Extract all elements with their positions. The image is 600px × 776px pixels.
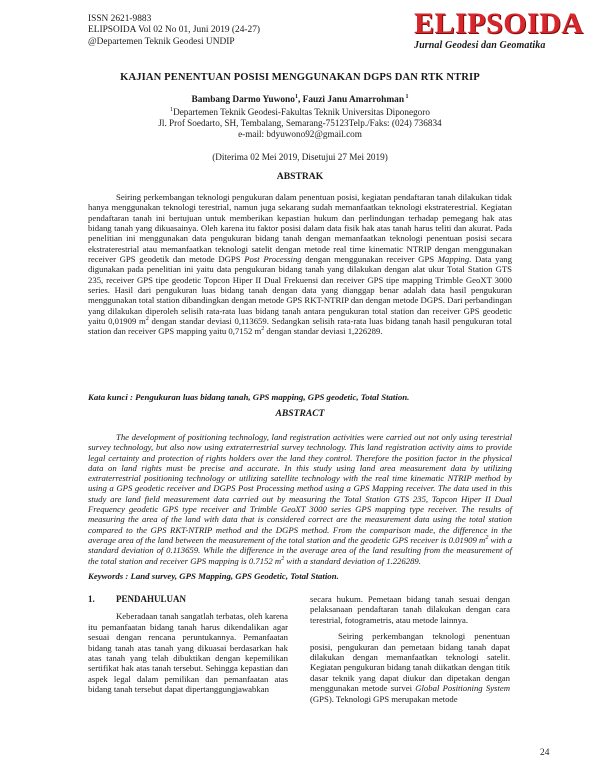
- kata-kunci: Kata kunci : Pengukuran luas bidang tanah, GPS mapping, GPS geodetic, Total Station.: [88, 392, 410, 402]
- author-1: Bambang Darmo Yuwono: [191, 95, 295, 105]
- abstract-body: The development of positioning technology, land registration activities were carried out not only using terestrial survey technology, but also now using extraterrestrial survey technology. This land registration activity aims to provide legal certainty and protection of rights holders over the land they control. Therefore the position factor in the physical data on land rights must be precise and accurate. In this study using land area measurement data by utilizing extraterrestrial positioning technology or utilizing satellite technology with the real time kinematic NTRIP method by using a GPS geodetic receiver and DGPS Post Processing method using a GPS Mapping receiver. The data used in this study are land field measurement data carried out by measuring the Total Station GTS 235, Topcon Hiper II Dual Frequency geodetic GPS type receiver and Trimble GeoXT 3000 series GPS mapping type receiver. The results of measuring the area of the land with data that is considered correct are the measurement data using the total station compared to the GPS RKT-NTRIP method and the DGPS method. From the comparison made, the difference in the average area of the land between the measurement of the total station and the geodetic GPS receiver is 0.01909 $m^2$ with a standard deviation of 0.113659. While the difference in the average area of the land resulting from the measurement of the total station and receiver GPS mapping is 0.7152 $m^2$ with a standard deviation of 1.226289.: [88, 432, 513, 566]
- abstrak-body: Seiring perkembangan teknologi pengukuran dalam penentuan posisi, kegiatan pendaftaran tanah dilakukan tidak hanya menggunakan teknologi terestrial, namun juga sekarang sudah memanfaatkan teknologi ekstraterestrial. Kegiatan pendaftaran tanah ini bertujuan untuk memberikan kepastian hukum dan perlindungan terhadap pemegang hak atas bidang tanah yang dikuasainya. Oleh karena itu faktor posisi dalam data fisik hak atas tanah harus teliti dan akurat. Pada penelitian ini menggunakan data pengukuran bidang tanah dengan memanfaatkan teknologi penentuan posisi secara ekstraterestrial atau memanfaatkan teknologi satelit dengan metode real time kinematic NTRIP dengan menggunakan receiver GPS geodetik dan metode DGPS Post Processing dengan menggunakan receiver GPS Mapping. Data yang digunakan pada penelitian ini yaitu data pengukuran bidang tanah yang dilakukan dengan alat ukur Total Station GTS 235, receiver GPS tipe geodetic Topcon Hiper II Dual Frekuensi dan receiver GPS tipe mapping Trimble GeoXT 3000 series. Hasil dari pengukuran luas bidang tanah dengan data yang dianggap benar adalah data hasil pengukuran menggunakan total station dibandingkan dengan metode GPS RKT-NTRIP dan dengan metode DGPS. Dari perbandingan yang dilakukan diperoleh selisih rata-rata luas bidang tanah antara pengukuran total station dan receiver GPS geodetic yaitu 0,01909 $m^2$ dengan standar deviasi 0,113659. Sedangkan selisih rata-rata luas bidang tanah hasil pengukuran total station dan receiver GPS mapping yaitu 0,7152 $m^2$ dengan standar deviasi 1,226289.: [88, 192, 513, 337]
- paper-title: KAJIAN PENENTUAN POSISI MENGGUNAKAN DGPS DAN RTK NTRIP: [120, 72, 480, 83]
- authors: Bambang Darmo Yuwono$^1$, Fauzi Janu Amarrohman $^1$: [191, 93, 409, 105]
- department: @Departemen Teknik Geodesi UNDIP: [88, 36, 235, 47]
- author-2: Fauzi Janu Amarrohman: [302, 95, 405, 105]
- journal-meta: [88, 14, 260, 48]
- logo-subtitle: Jurnal Geodesi dan Geomatika: [414, 40, 546, 51]
- paragraph: secara hukum. Pemetaan bidang tanah sesuai dengan pelaksanaan pendaftaran tanah dilakukan dengan cara terestrial, fotogrametris, atau metode lainnya.: [310, 594, 510, 625]
- keywords: Keywords : Land survey, GPS Mapping, GPS Geodetic, Total Station.: [88, 571, 339, 581]
- journal-volume: ELIPSOIDA Vol 02 No 01, Juni 2019 (24-27): [88, 25, 261, 36]
- affiliation-email: e-mail: bdyuwono92@gmail.com: [238, 129, 362, 140]
- affiliation-dept: Departemen Teknik Geodesi-Fakultas Teknik Universitas Diponegoro: [173, 107, 430, 117]
- column-right: [310, 594, 510, 710]
- issn: ISSN 2621-9883: [88, 14, 152, 24]
- journal-logo: [398, 7, 584, 56]
- column-left: [88, 594, 288, 701]
- affiliation: $^1$Departemen Teknik Geodesi-Fakultas Teknik Universitas Diponegoro Jl. Prof Soedarto, SH, Tembalang, Semarang-75123Telp./Faks: (024) 736834 e-mail: bdyuwono92@gmail.com: [60, 107, 540, 141]
- section-heading: 1. PENDAHULUAN: [88, 594, 187, 604]
- affiliation-address: Jl. Prof Soedarto, SH, Tembalang, Semarang-75123Telp./Faks: (024) 736834: [158, 118, 442, 129]
- abstract-heading: ABSTRACT: [275, 408, 325, 419]
- received-dates: (Diterima 02 Mei 2019, Disetujui 27 Mei 2019): [212, 152, 388, 162]
- paragraph: Seiring perkembangan teknologi penentuan posisi, pengukuran dan pemetaan bidang tanah dapat dilakukan dengan memanfaatkan teknologi satelit. Kegiatan pengukuran bidang tanah diikatkan dengan titik dasar teknik yang dapat diukur dan dipetakan dengan menggunakan metode survei Global Positioning System (GPS). Teknologi GPS merupakan metode: [310, 631, 510, 704]
- abstrak-heading: ABSTRAK: [276, 171, 324, 182]
- page-number: 24: [540, 748, 550, 758]
- paragraph: Keberadaan tanah sangatlah terbatas, oleh karena itu pemanfaatan bidang tanah harus dikendalikan agar sesuai dengan rencana peruntukannya. Pemanfaatan bidang tanah atas tanah yang dikuasai berdasarkan hak atas tanah yang telah dibuktikan dengan kepemilikan sertifikat hak atas tanah tersebut. Sehingga kepastian dan aspek legal dalam pemilikan dan pemanfaatan atas bidang tanah tersebut dapat dipertanggungjawabkan: [88, 611, 288, 695]
- logo-wordmark: ELIPSOIDA: [414, 7, 584, 40]
